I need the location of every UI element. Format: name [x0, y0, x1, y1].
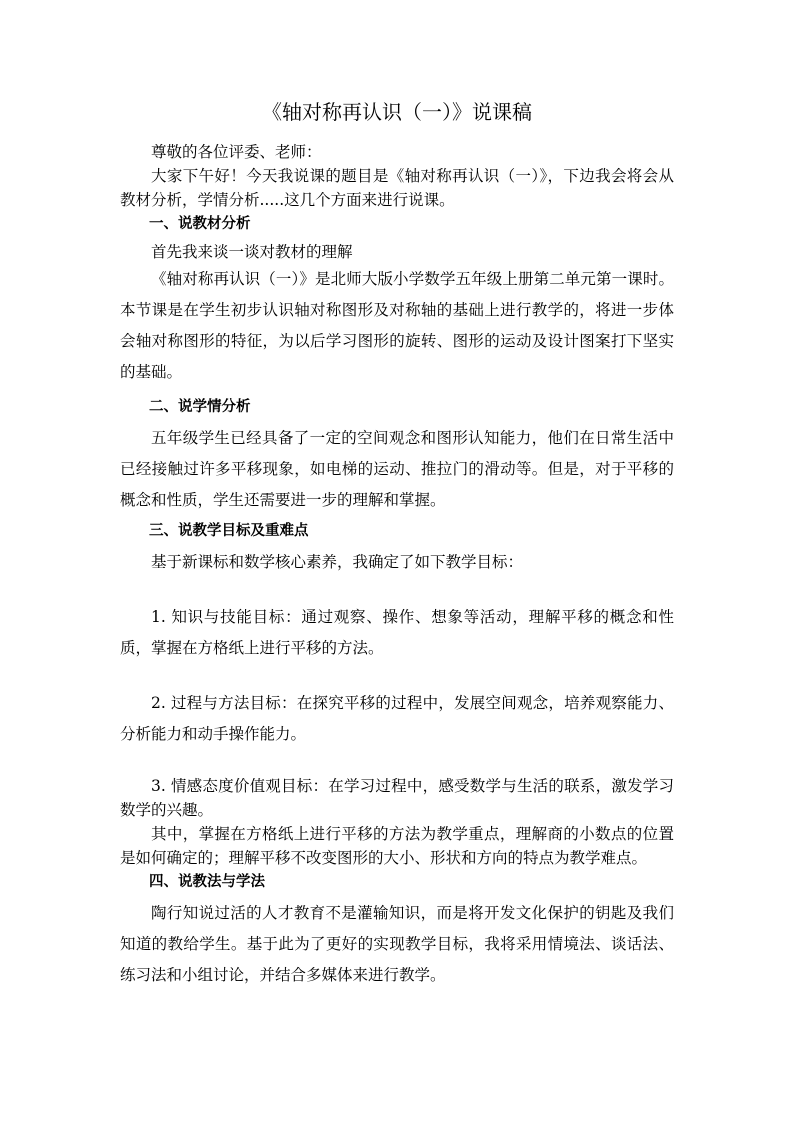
spacer: [120, 664, 674, 688]
section-heading-goals: 三、说教学目标及重难点: [149, 523, 309, 539]
goal-knowledge: 1. 知识与技能目标：通过观察、操作、想象等活动，理解平移的概念和性质，掌握在方格纸上进行平移的方法。: [120, 608, 674, 657]
spacer: [120, 750, 674, 774]
document-title: 《轴对称再认识（一）》说课稿: [262, 100, 532, 124]
students-paragraph: 五年级学生已经具备了一定的空间观念和图形认知能力，他们在日常生活中已经接触过许多平移现象，如电梯的运动、推拉门的滑动等。但是，对于平移的概念和性质，学生还需要进一步的理解和掌握。: [120, 429, 674, 509]
section-heading-textbook: 一、说教材分析: [149, 216, 251, 232]
greeting: 尊敬的各位评委、老师：: [151, 143, 322, 161]
key-points-paragraph: 其中，掌握在方格纸上进行平移的方法为教学重点，理解商的小数点的位置是如何确定的；理解平移不改变图形的大小、形状和方向的特点为教学难点。: [120, 825, 674, 867]
textbook-paragraph-2: 《轴对称再认识（一）》是北师大版小学数学五年级上册第二单元第一课时。本节课是在学生初步认识轴对称图形及对称轴的基础上进行教学的，将进一步体会轴对称图形的特征，为以后学习图形的旋转、图形的运动及设计图案打下坚实的基础。: [120, 270, 674, 381]
methods-paragraph: 陶行知说过活的人才教育不是灌输知识，而是将开发文化保护的钥匙及我们知道的教给学生。基于此为了更好的实现教学目标，我将采用情境法、谈话法、练习法和小组讨论，并结合多媒体来进行教学。: [120, 904, 674, 984]
goals-intro-paragraph: 基于新课标和数学核心素养，我确定了如下教学目标：: [151, 553, 524, 571]
spacer: [120, 578, 674, 602]
intro-paragraph: 大家下午好！今天我说课的题目是《轴对称再认识（一）》，下边我会将会从教材分析，学情分析.....这几个方面来进行说课。: [120, 167, 674, 209]
goal-attitude: 3. 情感态度价值观目标：在学习过程中，感受数学与生活的联系，激发学习数学的兴趣。: [120, 777, 674, 819]
document-body: [120, 140, 674, 991]
section-heading-methods: 四、说教法与学法: [149, 874, 265, 890]
section-heading-students: 二、说学情分析: [149, 399, 251, 415]
textbook-paragraph-1: 首先我来谈一谈对教材的理解: [151, 243, 353, 261]
goal-process: 2. 过程与方法目标：在探究平移的过程中，发展空间观念，培养观察能力、分析能力和动手操作能力。: [120, 694, 674, 743]
